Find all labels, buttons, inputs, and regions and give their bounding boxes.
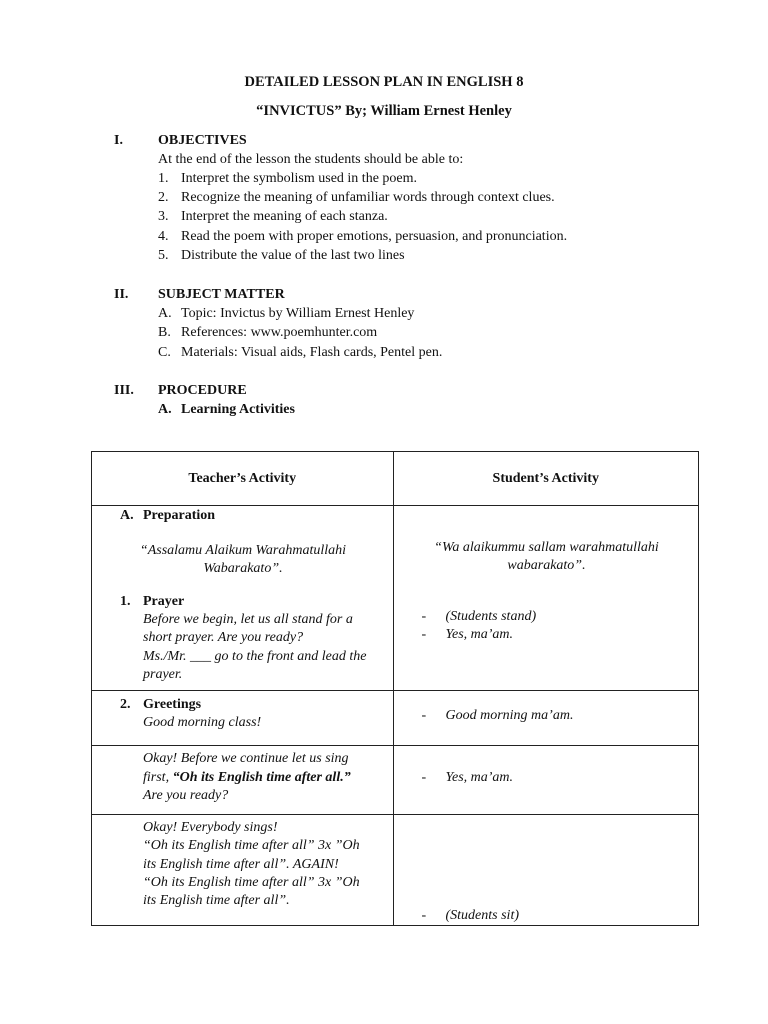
preparation-label: Preparation [143,508,216,523]
section-numeral-subject-matter: II. [114,287,129,302]
subject-text: Topic: Invictus by William Ernest Henley [181,306,415,321]
column-header-teacher: Teacher’s Activity [92,452,394,506]
document-subtitle: “INVICTUS” By; William Ernest Henley [256,103,512,119]
greeting-line: Wabarakato”. [203,561,283,576]
response-dash: - [421,708,427,723]
subject-item [158,345,442,361]
subject-letter: B. [158,325,171,340]
student-cell [393,815,699,926]
objectives-intro: At the end of the lesson the students should be able to: [158,152,464,167]
song-instruction-line: Are you ready? [143,788,229,803]
prayer-line: Ms./Mr. ___ go to the front and lead the [143,649,367,664]
preparation-letter: A. [120,508,134,523]
prayer-heading [120,594,184,610]
teacher-cell [92,815,394,926]
teacher-cell [92,691,394,746]
greeting-line: “Assalamu Alaikum Warahmatullahi [139,543,347,558]
response-dash: - [421,609,427,624]
objective-text: Interpret the symbolism used in the poem. [181,171,418,186]
objective-number: 4. [158,229,169,244]
song-line: Okay! Everybody sings! [143,820,278,835]
student-response [422,908,520,924]
section-heading-procedure: PROCEDURE [158,383,247,398]
section-numeral-procedure: III. [114,383,134,398]
song-instruction-line [143,770,351,786]
response-text: (Students sit) [445,908,519,923]
song-line: its English time after all”. [143,893,290,908]
objective-number: 5. [158,248,169,263]
student-response [422,609,537,625]
greetings-heading [120,697,201,713]
subject-item [158,325,377,341]
table-row [92,746,699,815]
table-header-row [92,452,699,506]
subject-letter: A. [158,306,172,321]
student-cell [393,506,699,691]
subject-letter: C. [158,345,171,360]
table-row [92,691,699,746]
table-row [92,506,699,691]
student-response [422,770,514,786]
procedure-subheading [158,402,295,418]
song-instruction-line: Okay! Before we continue let us sing [143,751,349,766]
procedure-sub-letter: A. [158,402,172,417]
objective-item [158,248,405,264]
objective-text: Interpret the meaning of each stanza. [181,209,388,224]
section-heading-subject-matter: SUBJECT MATTER [158,287,285,302]
response-text: (Students stand) [445,609,537,624]
greetings-label: Greetings [143,697,202,712]
subject-text: Materials: Visual aids, Flash cards, Pentel pen. [181,345,443,360]
song-instruction-prefix: first, [143,770,173,785]
response-text: Good morning ma’am. [445,708,574,723]
objective-text: Read the poem with proper emotions, persuasion, and pronunciation. [181,229,568,244]
prayer-label: Prayer [143,594,185,609]
document-title: DETAILED LESSON PLAN IN ENGLISH 8 [244,74,524,90]
song-line: “Oh its English time after all” 3x ”Oh [143,838,360,853]
song-line: “Oh its English time after all” 3x ”Oh [143,875,360,890]
activities-table [91,451,699,926]
student-cell [393,691,699,746]
section-heading-objectives: OBJECTIVES [158,133,247,148]
reply-line: wabarakato”. [507,558,586,573]
student-response [422,708,574,724]
objective-item [158,229,567,245]
response-text: Yes, ma’am. [445,627,514,642]
response-dash: - [421,627,427,642]
objective-item [158,171,417,187]
objective-number: 2. [158,190,169,205]
objective-text: Distribute the value of the last two lines [181,248,405,263]
prayer-line: short prayer. Are you ready? [143,630,304,645]
greetings-text: Good morning class! [143,715,262,730]
student-cell [393,746,699,815]
section-numeral-objectives: I. [114,133,123,148]
objective-number: 3. [158,209,169,224]
objective-number: 1. [158,171,169,186]
objective-item [158,209,388,225]
song-title: “Oh its English time after all.” [172,770,351,785]
teacher-cell [92,746,394,815]
response-text: Yes, ma’am. [445,770,514,785]
prayer-number: 1. [120,594,131,609]
teacher-cell [92,506,394,691]
student-response [422,627,514,643]
column-header-student: Student’s Activity [393,452,699,506]
procedure-sub-label: Learning Activities [181,402,295,417]
song-line: its English time after all”. AGAIN! [143,857,339,872]
response-dash: - [421,770,427,785]
preparation-heading [120,508,215,524]
prayer-line: Before we begin, let us all stand for a [143,612,353,627]
response-dash: - [421,908,427,923]
greetings-number: 2. [120,697,131,712]
prayer-line: prayer. [143,667,183,682]
reply-line: “Wa alaikummu sallam warahmatullahi [434,540,659,555]
objective-text: Recognize the meaning of unfamiliar words through context clues. [181,190,555,205]
objective-item [158,190,555,206]
subject-item [158,306,414,322]
table-row [92,815,699,926]
subject-text: References: www.poemhunter.com [181,325,378,340]
